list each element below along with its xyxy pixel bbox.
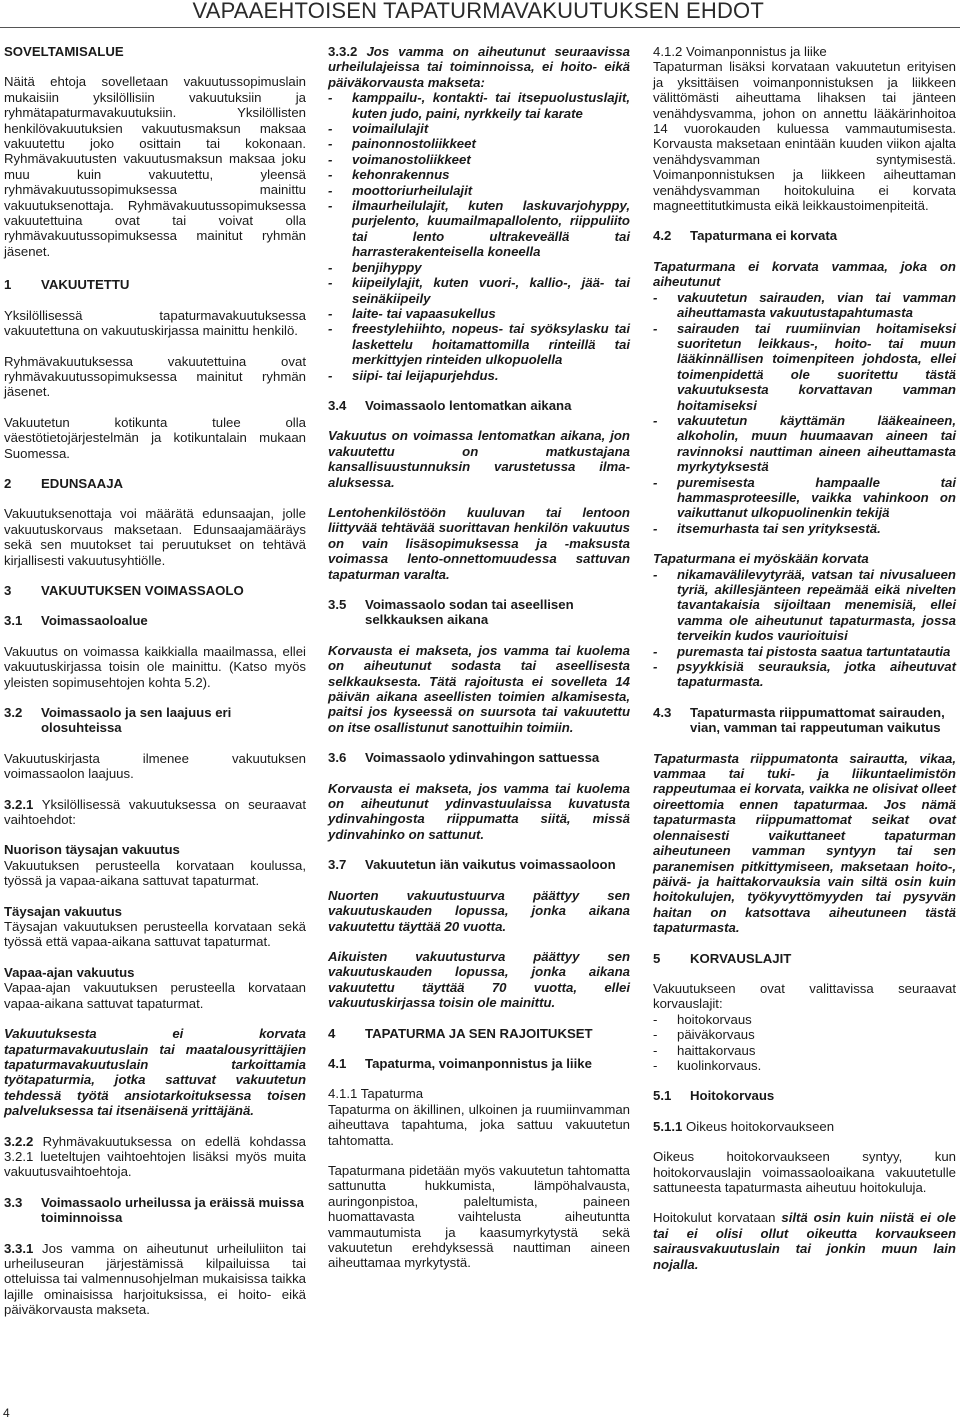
list-item: - päiväkorvaus: [653, 1027, 956, 1042]
section-title: TAPATURMA JA SEN RAJOITUKSET: [365, 1025, 593, 1041]
paragraph: Näitä ehtoja sovelletaan vakuutussopimuslain mukaisiin yksilöllisiin vakuutuksiin ja ryhmätapaturmavakuutuksiin. Yksilöllisten henkilövakuutuksien vakuutusmaksun maksaa vakuutettu joko osittain tai kokonaan. Ryhmävakuutusten vakuutusmaksun maksaa joku muu kuin vakuutettu, yleensä ryhmävakuutussopimuksessa mainittu vakuutuksenottaja. Ryhmävakuutussopimuksessa vakuutettuina ovat tai voivat olla ryhmävakuutussopimuksessa mainitut ryhmän jäsenet.: [4, 74, 306, 259]
list-item: - psyykkisiä seurauksia, jotka aiheutuvat tapaturmasta.: [653, 659, 956, 690]
section-number: 5: [653, 950, 661, 966]
list-item: - kiipeilylajit, kuten vuori-, kallio-, jää- tai seinäkiipeily: [328, 275, 630, 306]
section-title: Tapaturmana ei korvata: [690, 228, 838, 244]
clause-title: Oikeus hoitokorvaukseen: [686, 1118, 835, 1134]
list-item: - itsemurhasta tai sen yrityksestä.: [653, 521, 956, 536]
page-number: 4: [3, 1406, 10, 1420]
list-item: - puremisesta hampaalle tai hammasproteesille, vaikka vahinkoon on vaikuttanut ulkopuolinenkin tekijä: [653, 475, 956, 521]
list-item: - benjihyppy: [328, 260, 630, 275]
clause-text: Ryhmävakuutuksessa on edellä kohdassa 3.2.1 lueteltujen vaihtoehtojen lisäksi myös muita vakuutusvaihtoehtoja.: [4, 1133, 306, 1180]
section-heading: [4, 277, 306, 292]
section-title: Vakuutetun iän vaikutus voimassaoloon: [365, 857, 616, 873]
clause-number: 3.3.2: [328, 44, 358, 59]
list-item: - vakuutetun käyttämän lääkeaineen, alkoholin, muun huumaavan aineen tai ravinnoksi nauttiman aineen aiheuttamasta myrkytyksestä: [653, 413, 956, 475]
list-item: - painonnostoliikkeet: [328, 136, 630, 151]
clause-text: Yksilöllisessä vakuutuksessa on seuraavat vaihtoehdot:: [4, 796, 306, 828]
section-title: EDUNSAAJA: [41, 475, 124, 491]
section-title: Voimassaolo ydinvahingon sattuessa: [365, 750, 600, 766]
list-item: - puremasta tai pistosta saatua tartuntatautia: [653, 644, 956, 659]
list-item: - siipi- tai leijapurjehdus.: [328, 368, 630, 383]
paragraph: Aikuisten vakuutusturva päättyy sen vakuutuskauden lopussa, jonka aikana vakuutettu täyttää 70 vuotta, ellei vakuutuskirjassa toisin ole mainittu.: [328, 948, 630, 1011]
subsection-heading: [653, 705, 956, 736]
paragraph-emphasis: siltä osin kuin niistä ei ole tai ei olisi ollut oikeutta korvaukseen sairausvakuutuslain tai jonkin muun lain nojalla.: [653, 1210, 956, 1272]
paragraph: [653, 1210, 956, 1272]
clause-title: Tapaturma: [360, 1086, 424, 1102]
list-item: - freestylehiihto, nopeus- tai syöksylasku tai laskettelu hoitamattomilla rinteillä tai merkittyjen rinteiden ulkopuolella: [328, 321, 630, 367]
section-heading: [4, 583, 306, 598]
section-title: VAKUUTETTU: [41, 277, 130, 293]
paragraph: [4, 1241, 306, 1318]
paragraph: Vakuutuskirjasta ilmenee vakuutuksen voimassaolon laajuus.: [4, 750, 306, 782]
subsection-heading: [653, 228, 956, 243]
section-title: Voimassaoloalue: [41, 613, 148, 629]
subsection-heading: [4, 1195, 306, 1226]
paragraph: Lentohenkilöstöön kuuluvan tai lentoon liittyvää tehtävää suorittavan henkilön vakuutus on vain lisäsopimuksessa ja -maksusta voimassa lento-onnettomuudessa sattuvan tapaturman varalta.: [328, 504, 630, 582]
section-title: Hoitokorvaus: [690, 1088, 775, 1104]
section-title: Voimassaolo lentomatkan aikana: [365, 397, 572, 413]
section-number: 3.1: [4, 613, 23, 629]
paragraph: Ryhmävakuutuksessa vakuutettuina ovat ryhmävakuutussopimuksessa mainitut ryhmän jäsenet.: [4, 353, 306, 400]
paragraph: Vakuutus on voimassa kaikkialla maailmassa, ellei vakuutuskirjassa toisin ole mainittu. (Katso myös yleisten sopimusehtojen kohta 5.2).: [4, 643, 306, 690]
clause-number: 3.2.1: [4, 796, 34, 812]
section-number: 3.3: [4, 1194, 23, 1210]
paragraph: Vakuutukseen ovat valittavissa seuraavat korvauslajit:: [653, 980, 956, 1012]
subsection-heading: [328, 1056, 630, 1071]
paragraph: Vakuutuksen perusteella korvataan koulussa, työssä ja vapaa-aikana sattuvat tapaturmat.: [4, 857, 306, 889]
paragraph: Tapaturma on äkillinen, ulkoinen ja ruumiinvamman aiheuttava tapahtuma, joka sattuu vakuutetun tahtomatta.: [328, 1101, 630, 1148]
list-item: - kehonrakennus: [328, 167, 630, 182]
column-right: [653, 44, 956, 1272]
paragraph: Tapaturmana ei korvata vammaa, joka on aiheutunut: [653, 258, 956, 290]
list-item: - hoitokorvaus: [653, 1012, 956, 1027]
section-heading: [328, 1026, 630, 1041]
section-title: Voimassaolo sodan tai aseellisen selkkauksen aikana: [365, 597, 574, 628]
section-number: 4.1: [328, 1055, 347, 1071]
section-title: Voimassaolo ja sen laajuus eri olosuhteissa: [41, 705, 232, 736]
subsection-heading: [4, 613, 306, 628]
section-number: 4.2: [653, 228, 672, 244]
clause-number: 4.1.2: [653, 44, 683, 59]
paragraph: Täysajan vakuutuksen perusteella korvataan sekä työssä että vapaa-aikana sattuvat tapaturmat.: [4, 919, 306, 950]
subsection-heading: [328, 398, 630, 413]
list-item: - laite- tai vapaasukellus: [328, 306, 630, 321]
sport-exclusion-list: [328, 90, 630, 383]
paragraph: Nuorten vakuutustuurva päättyy sen vakuutuskauden lopussa, jonka aikana vakuutettu täyttää 20 vuotta.: [328, 887, 630, 934]
clause-number: 5.1.1: [653, 1118, 683, 1134]
paragraph: Korvausta ei makseta, jos vamma tai kuolema on aiheutunut ydinvastuulaissa kuvatusta ydinvahingosta riippumatta siitä, missä ydinvahinko on sattunut.: [328, 780, 630, 842]
section-heading: SOVELTAMISALUE: [4, 44, 124, 59]
section-number: 3.2: [4, 705, 23, 720]
section-number: 3.4: [328, 397, 347, 413]
section-number: 2: [4, 475, 12, 491]
section-number: 3.5: [328, 597, 347, 612]
subclause-heading: [653, 44, 956, 59]
subclause-heading: [328, 1086, 630, 1101]
list-item: - voimailulajit: [328, 121, 630, 136]
clause-number: 3.2.2: [4, 1133, 34, 1149]
paragraph: Korvausta ei makseta, jos vamma tai kuolema on aiheutunut sodasta tai aseellisesta selkkauksesta. Tätä rajoitusta ei sovelleta 14 päivän aikana aseellisten toimien alkamisesta, paitsi jos kyseessä on suursota tai vakuutettu on itse osallistunut sanottuihin toimiin.: [328, 642, 630, 735]
section-title: Voimassaolo urheilussa ja eräissä muissa toiminnoissa: [41, 1194, 304, 1226]
section-number: 4: [328, 1025, 336, 1041]
list-item: - moottoriurheilulajit: [328, 183, 630, 198]
exclusion-list-2: [653, 567, 956, 690]
document-title: VAPAAEHTOISEN TAPATURMAVAKUUTUKSEN EHDOT: [192, 0, 764, 23]
clause-text: Jos vamma on aiheutunut seuraavissa urheilulajeissa tai toiminnoissa, ei hoito- eikä päiväkorvausta makseta:: [328, 44, 630, 90]
option-heading: Nuorison täysajan vakuutus: [4, 842, 180, 858]
option-heading: Täysajan vakuutus: [4, 903, 123, 919]
exclusion-list: [653, 290, 956, 537]
section-number: 3.6: [328, 750, 347, 766]
paragraph: Vakuutetun kotikunta tulee olla väestötietojärjestelmän ja kotikuntalain mukaan Suomessa.: [4, 414, 306, 461]
clause-text: Jos vamma on aiheutunut urheiluliiton tai urheiluseuran järjestämissä kilpailuissa tai otteluissa tai valmennusohjelman mukaisissa taikka lajille ominaisissa harjoituksissa, ei hoito- eikä päiväkorvausta makseta.: [4, 1240, 306, 1318]
paragraph: [4, 797, 306, 828]
section-heading: [4, 476, 306, 491]
paragraph: Tapaturman lisäksi korvataan vakuutetun erityisen ja yksittäisen voimanponnistuksen ja liikkeen välittömästi aiheuttama lihaksen tai jänteen venähdysvamma, johon on annettu lääkärinhoitoa 14 vuorokauden kuluessa vammautumisesta. Korvausta maksetaan enintään kuuden viikon ajalta venähdysvamman syntymisestä. Voimanponnistuksen ja liikkeen aiheuttaman venähdysvamman hoitokuluina ei korvata magneettitutkimusta eikä leikkaustoimenpiteitä.: [653, 59, 956, 214]
paragraph-lead: Hoitokulut korvataan: [653, 1210, 776, 1226]
option-heading: Vapaa-ajan vakuutus: [4, 964, 135, 980]
paragraph: Vakuutuksenottaja voi määrätä edunsaajan, jolle vakuutuskorvaus maksetaan. Edunsaajamääräys sekä sen muutokset tai peruutukset on tehtävä kirjallisesti vakuutusyhtiölle.: [4, 506, 306, 568]
paragraph: Vapaa-ajan vakuutuksen perusteella korvataan vapaa-aikana sattuvat tapaturmat.: [4, 980, 306, 1011]
section-heading: [653, 951, 956, 966]
list-item: - voimanostoliikkeet: [328, 152, 630, 167]
section-number: 3: [4, 582, 12, 598]
section-number: 1: [4, 277, 12, 293]
section-number: 4.3: [653, 704, 672, 720]
section-number: 3.7: [328, 857, 347, 873]
compensation-types-list: [653, 1012, 956, 1074]
paragraph: Yksilöllisessä tapaturmavakuutuksessa vakuutettuna on vakuutuskirjassa mainittu henkilö.: [4, 307, 306, 339]
list-item: - nikamavälilevytyrää, vatsan tai nivusalueen tyriä, akillesjänteen repeämää eikä nivelten tavantakaisia sijoiltaan menemisiä, ellei vamma ole aiheutunut tapaturmasta, jossa terveikin kudos vaurioituisi: [653, 567, 956, 644]
section-title: VAKUUTUKSEN VOIMASSAOLO: [41, 582, 244, 598]
section-title: Tapaturma, voimanponnistus ja liike: [365, 1055, 592, 1071]
list-item: - kuolinkorvaus.: [653, 1058, 956, 1073]
list-item: - ilmaurheilulajit, kuten laskuvarjohyppy, purjelento, kuumailmapallolento, riippuliito tai lento ultrakeveällä tai harrasterakenteisella koneella: [328, 198, 630, 260]
paragraph: Tapaturmasta riippumatonta sairautta, vikaa, vammaa tai tuki- ja liikuntaelimistön rappeutumaa ei korvata, vaikka ne olisivat olleet oireettomia ennen tapaturmaa. Jos nämä tapaturmasta riippumattomat seikat ovat olennaisesti vaikuttaneet tapaturman aiheutuneen vamman syntyyn tai sen paranemisen pitkittymiseen, maksetaan hoito-, päivä- ja haittakorvauksia vain siltä osin kuin hoitokulujen, työkyvyttömyyden tai pysyvän haitan on katsottava aiheutuneen tästä tapaturmasta.: [653, 750, 956, 936]
subsection-heading: [328, 597, 630, 628]
section-title: KORVAUSLAJIT: [690, 950, 792, 966]
subsection-heading: [653, 1088, 956, 1103]
subsection-heading: [328, 857, 630, 872]
clause-title: Voimanponnistus ja liike: [686, 44, 827, 59]
clause-number: 4.1.1: [328, 1086, 358, 1102]
paragraph: [328, 44, 630, 90]
subsection-heading: [4, 705, 306, 736]
column-middle: [328, 44, 630, 1271]
list-item: - vakuutetun sairauden, vian tai vamman aiheuttamasta vakuutustapahtumasta: [653, 290, 956, 321]
section-number: 5.1: [653, 1088, 672, 1104]
subclause-heading: [653, 1119, 956, 1134]
paragraph: [4, 1134, 306, 1180]
paragraph: Tapaturmana pidetään myös vakuutetun tahtomatta sattunutta hukkumista, lämpöhalvausta, auringonpistoa, paleltumista, paineen huomattavasta vaihtelusta aiheutuntta vammautumista ja kaasumyrkytystä sekä vakuutetun erehdyksessä nauttiman aineen aiheuttamaa myrkytystä.: [328, 1162, 630, 1271]
clause-number: 3.3.1: [4, 1240, 34, 1256]
paragraph: Tapaturmana ei myöskään korvata: [653, 551, 869, 567]
list-item: - haittakorvaus: [653, 1043, 956, 1058]
subsection-heading: [328, 750, 630, 765]
column-left: [4, 44, 306, 1318]
list-item: - sairauden tai ruumiinvian hoitamiseksi suoritetun leikkaus-, hoito- tai muun lääkinnällisen toimenpiteen johdosta, ellei toimenpidettä ole suoritettu tästä vakuutuksesta korvattavan vamman hoitamiseksi: [653, 321, 956, 413]
exclusion-paragraph: Vakuutuksesta ei korvata tapaturmavakuutuslain tai maatalousyrittäjien tapaturmavakuutuslain tarkoittamia työtapaturmia, jotka sattuvat vakuutetun tehdessä työtä ansiotarkoituksessa toisen palveluksessa tai itsenäisenä yrittäjänä.: [4, 1026, 306, 1119]
title-rule: [0, 27, 960, 28]
section-title: Tapaturmasta riippumattomat sairauden, vian, vamman tai rappeutuman vaikutus: [690, 704, 945, 736]
paragraph: Oikeus hoitokorvaukseen syntyy, kun hoitokorvauslajin voimassaoloaikana vakuutetulle sattuneesta tapaturmasta aiheutuu hoitokuluja.: [653, 1149, 956, 1195]
list-item: - kamppailu-, kontakti- tai itsepuolustuslajit, kuten judo, paini, nyrkkeily tai karate: [328, 90, 630, 121]
paragraph: Vakuutus on voimassa lentomatkan aikana, jon vakuutettu on matkustajana kansallisuustunnuksin varustetussa ilma-aluksessa.: [328, 428, 630, 490]
